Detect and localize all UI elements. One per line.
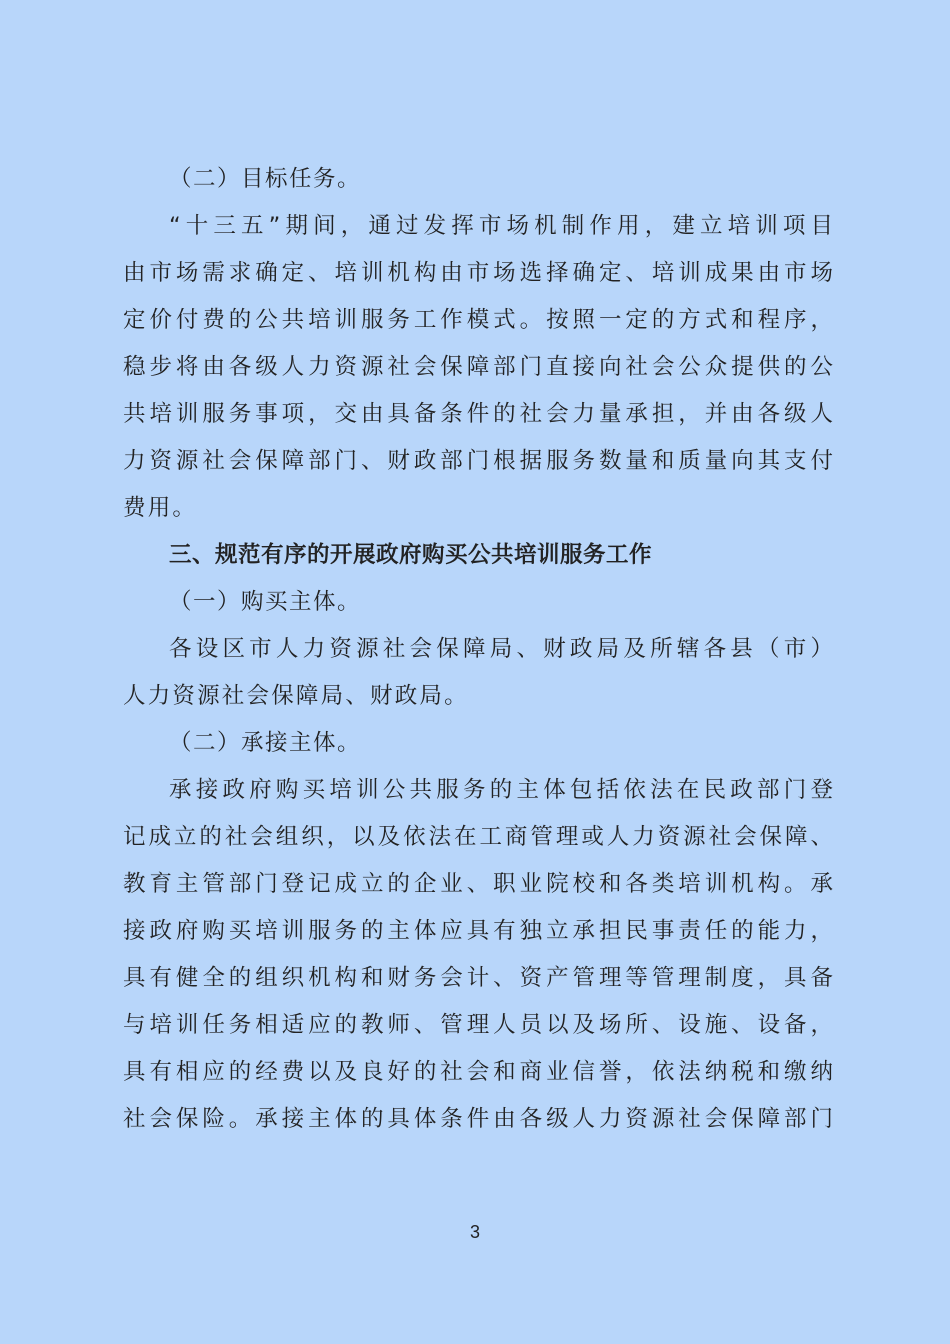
paragraph-line: 社会保险。承接主体的具体条件由各级人力资源社会保障部门 (123, 1106, 833, 1132)
paragraph-line: 由市场需求确定、培训机构由市场选择确定、培训成果由市场 (123, 260, 833, 286)
paragraph-line: 具有相应的经费以及良好的社会和商业信誉，依法纳税和缴纳 (123, 1059, 833, 1085)
paragraph-line: 人力资源社会保障局、财政局。 (123, 683, 469, 709)
paragraph-line: 稳步将由各级人力资源社会保障部门直接向社会公众提供的公 (123, 354, 833, 380)
page-number: 3 (469, 1222, 480, 1242)
section-heading: （一）购买主体。 (169, 589, 362, 615)
paragraph-line: 具有健全的组织机构和财务会计、资产管理等管理制度，具备 (123, 965, 833, 991)
document-body (123, 156, 833, 1143)
section-heading: （二）目标任务。 (169, 166, 362, 192)
paragraph-line: 承接政府购买培训公共服务的主体包括依法在民政部门登 (169, 777, 833, 803)
paragraph-line: 力资源社会保障部门、财政部门根据服务数量和质量向其支付 (123, 448, 833, 474)
paragraph-line: 各设区市人力资源社会保障局、财政局及所辖各县（市） (169, 636, 833, 662)
paragraph-line: “十三五”期间，通过发挥市场机制作用，建立培训项目 (169, 213, 833, 239)
paragraph-line: 接政府购买培训服务的主体应具有独立承担民事责任的能力， (123, 918, 833, 944)
chapter-heading: 三、规范有序的开展政府购买公共培训服务工作 (169, 542, 653, 568)
paragraph-line: 教育主管部门登记成立的企业、职业院校和各类培训机构。承 (123, 871, 833, 897)
paragraph-line: 定价付费的公共培训服务工作模式。按照一定的方式和程序， (123, 307, 833, 333)
section-heading: （二）承接主体。 (169, 730, 362, 756)
paragraph-line: 记成立的社会组织，以及依法在工商管理或人力资源社会保障、 (123, 824, 833, 850)
paragraph-line: 费用。 (123, 495, 198, 521)
paragraph-line: 与培训任务相适应的教师、管理人员以及场所、设施、设备， (123, 1012, 833, 1038)
paragraph-line: 共培训服务事项，交由具备条件的社会力量承担，并由各级人 (123, 401, 833, 427)
